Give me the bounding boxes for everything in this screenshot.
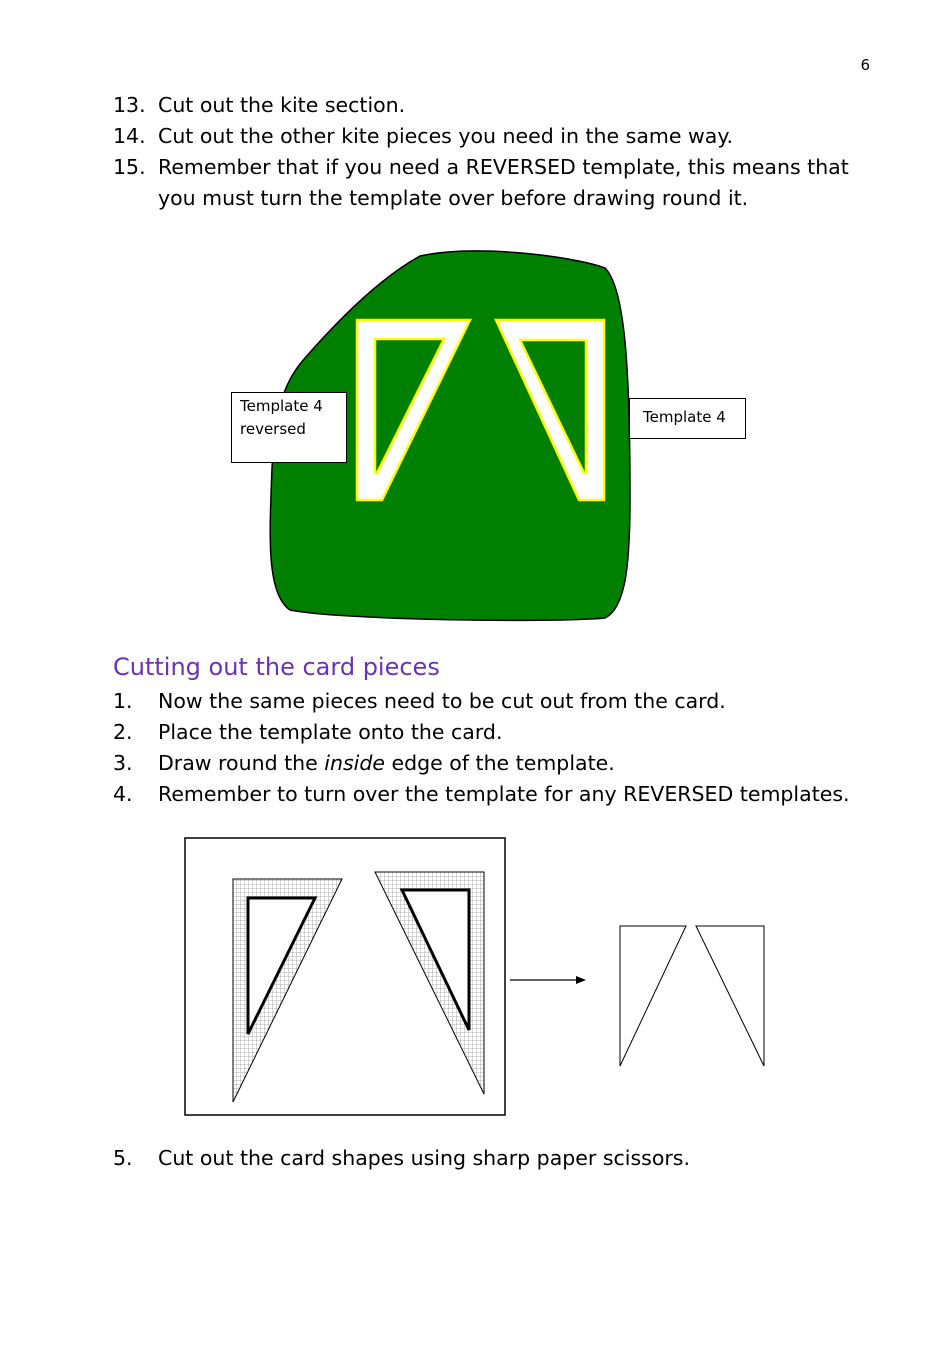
instruction-list-card [113, 686, 883, 810]
step-text [158, 748, 883, 779]
step-text-emphasis: inside [324, 751, 385, 775]
card-cutting-figure [180, 832, 780, 1124]
list-item [113, 1143, 883, 1174]
step-number: 1. [113, 689, 133, 713]
step-number: 15. [113, 155, 146, 179]
list-item [113, 686, 883, 717]
list-item [113, 121, 883, 152]
card-cutting-illustration [180, 832, 780, 1124]
list-item [113, 152, 883, 214]
instruction-list-final [113, 1143, 883, 1174]
list-item [113, 90, 883, 121]
step-text: Cut out the card shapes using sharp paper scissors. [158, 1146, 690, 1170]
list-item [113, 779, 883, 810]
label-template-4: Template 4 [629, 398, 746, 439]
step-text: Remember that if you need a REVERSED template, this means that you must turn the template over before drawing round it. [158, 155, 849, 210]
cut-card-piece [696, 926, 764, 1066]
list-item [113, 748, 883, 779]
step-number: 13. [113, 93, 146, 117]
step-text: Cut out the other kite pieces you need in the same way. [158, 124, 734, 148]
fabric-template-figure [220, 248, 760, 628]
step-number: 5. [113, 1146, 133, 1170]
step-number: 4. [113, 782, 133, 806]
step-text: Cut out the kite section. [158, 93, 406, 117]
step-text: Now the same pieces need to be cut out from the card. [158, 689, 726, 713]
step-number: 3. [113, 751, 133, 775]
step-text: Place the template onto the card. [158, 720, 503, 744]
step-number: 2. [113, 720, 133, 744]
label-template-4-reversed: Template 4 reversed [231, 392, 347, 463]
step-number: 14. [113, 124, 146, 148]
step-text: Remember to turn over the template for any REVERSED templates. [158, 782, 850, 806]
arrow-head-icon [576, 976, 586, 984]
step-text-after: edge of the template. [384, 751, 615, 775]
section-heading: Cutting out the card pieces [113, 653, 440, 681]
step-text-before: Draw round the [158, 751, 325, 775]
list-item [113, 717, 883, 748]
page-number: 6 [860, 56, 870, 74]
instruction-list-kite [113, 90, 883, 214]
cut-card-piece-reversed [620, 926, 686, 1066]
